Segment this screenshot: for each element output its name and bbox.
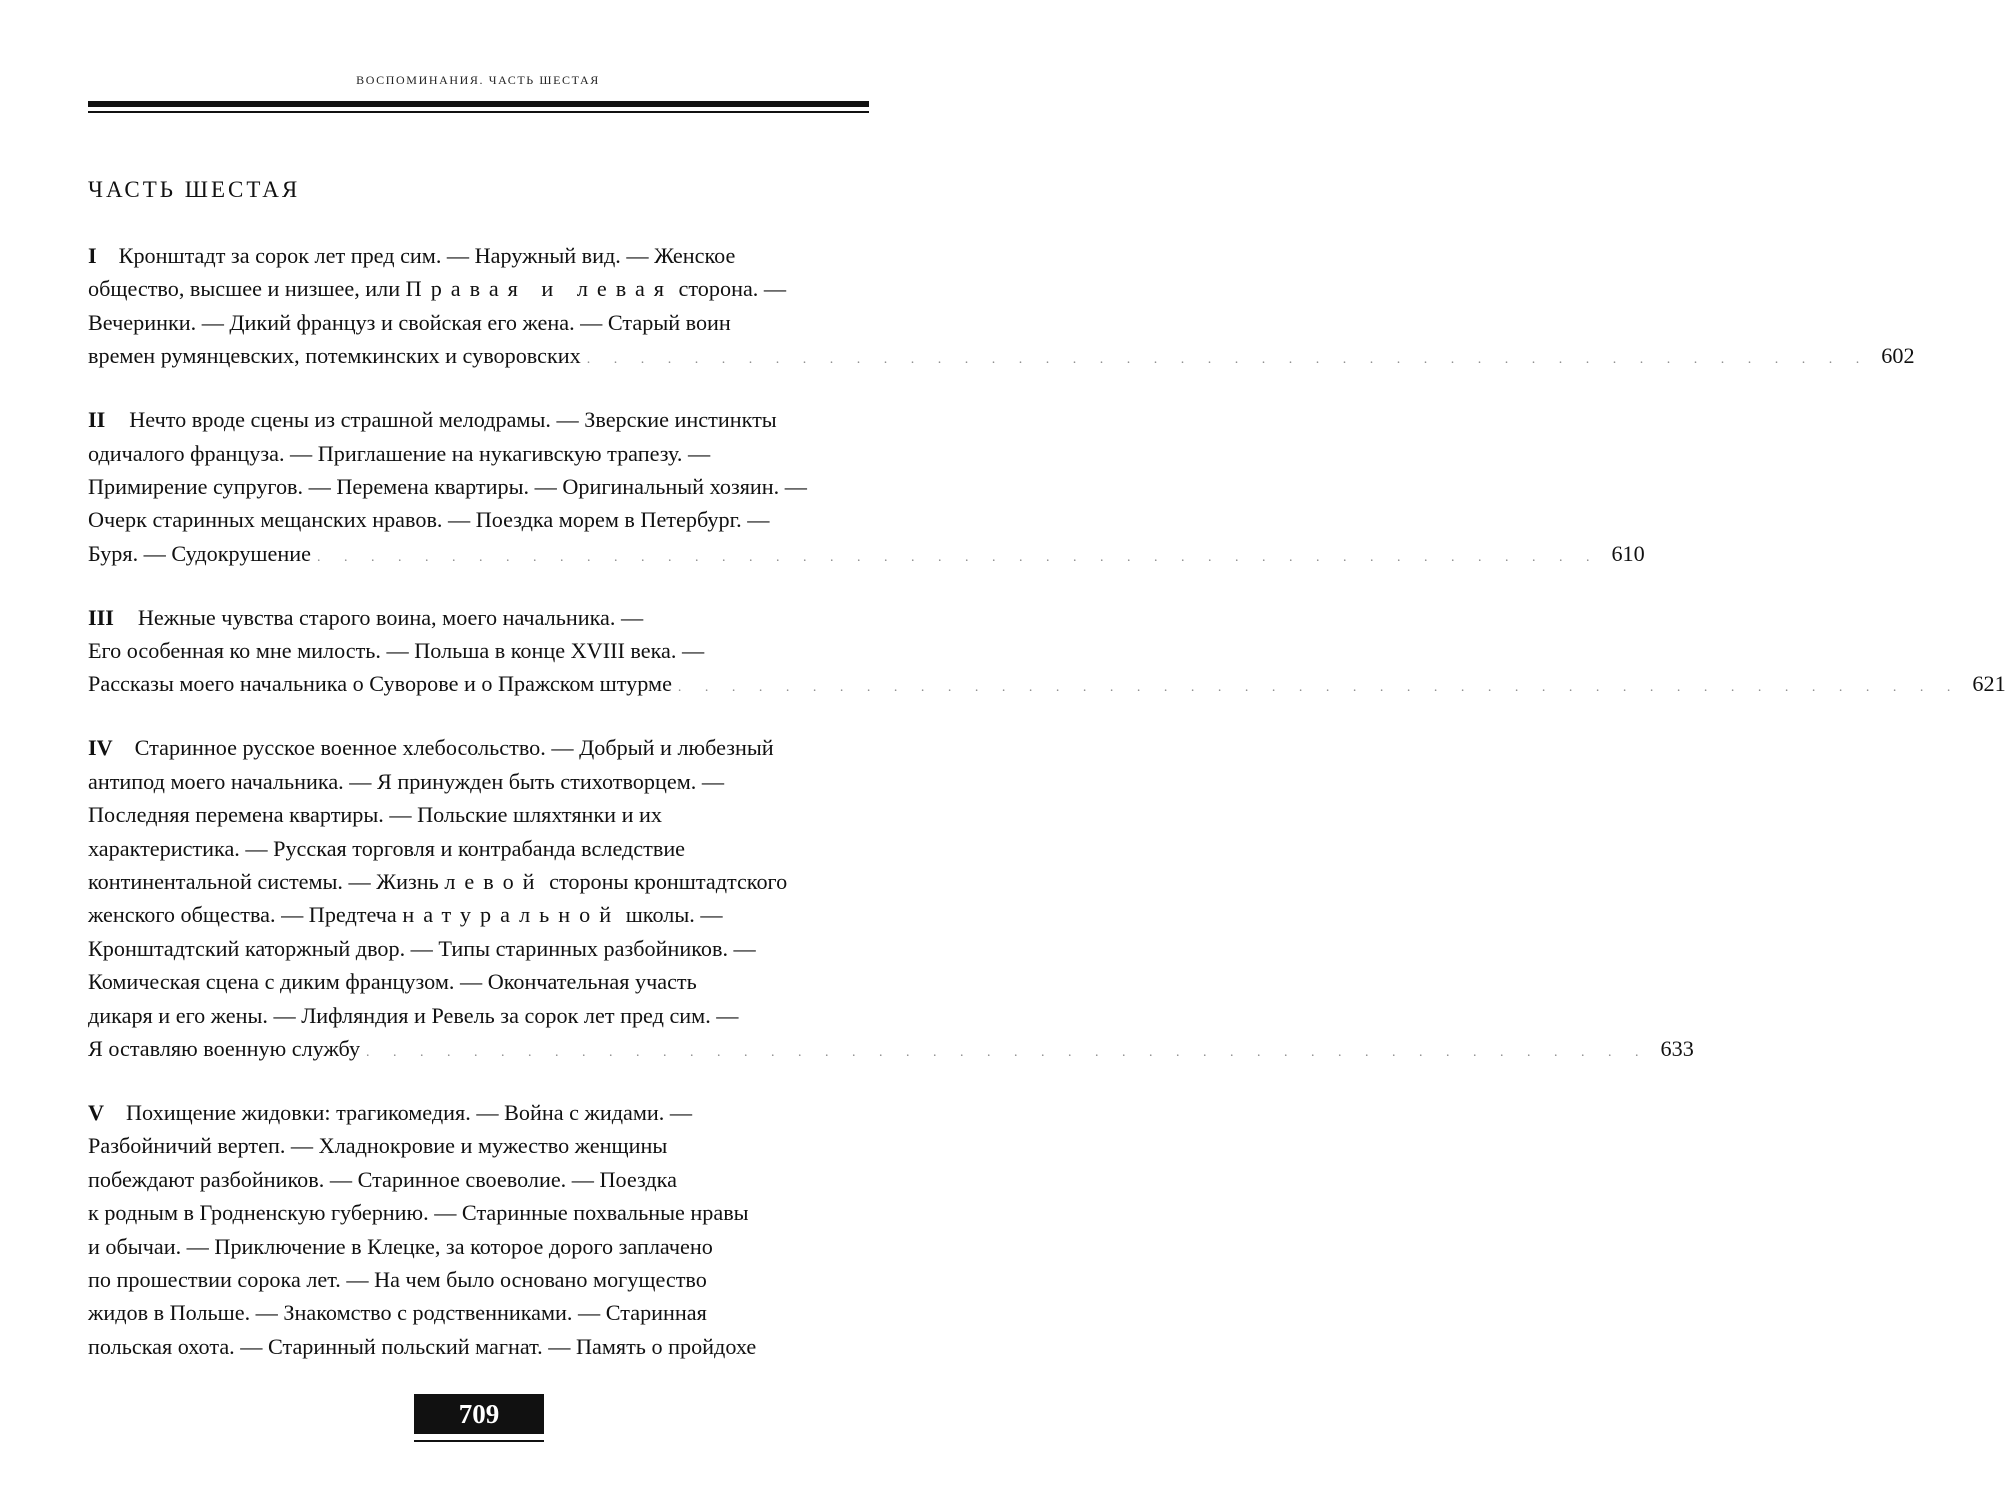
dot-leader: . . . . . . . . . . . . . . . . . . . . . . . . . . . . . . . . . . . . . . . . . . . . . . . . [366, 1044, 1649, 1060]
toc-text: времен румянцевских, потемкинских и суворовских [88, 343, 581, 369]
chapter-numeral: I [88, 243, 97, 268]
toc-line [88, 437, 869, 470]
toc-text: жидов в Польше. — Знакомство с родственниками. — Старинная [88, 1300, 707, 1326]
toc-line [88, 239, 869, 272]
header-rule-thin [88, 111, 869, 113]
chapter-numeral: IV [88, 735, 113, 761]
running-head: ВОСПОМИНАНИЯ. ЧАСТЬ ШЕСТАЯ [356, 73, 600, 87]
toc-text: Нежные чувства старого воина, моего начальника. — [137, 604, 644, 630]
toc-line-with-page [88, 339, 1915, 372]
toc-line [88, 1230, 869, 1263]
toc-text: Буря. — Судокрушение [88, 540, 311, 566]
toc-line [88, 634, 869, 667]
toc-text: Его особенная ко мне милость. — Польша в конце XVIII века. — [88, 638, 705, 664]
spaced-emphasis: левой [444, 869, 544, 895]
toc-line [88, 403, 869, 436]
toc-text: одичалого француза. — Приглашение на нукагивскую трапезу. — [88, 440, 711, 466]
toc-entry [88, 1096, 869, 1363]
toc-text: по прошествии сорока лет. — На чем было основано могущество [88, 1266, 707, 1292]
toc-line [88, 1163, 869, 1196]
page-number: 709 [414, 1394, 544, 1434]
toc-line [88, 1330, 869, 1363]
toc-line [88, 601, 869, 634]
toc-page-number: 602 [1881, 343, 1915, 369]
toc-line [88, 306, 869, 339]
toc-line [88, 832, 869, 865]
part-title: ЧАСТЬ ШЕСТАЯ [88, 177, 301, 202]
toc-text: Разбойничий вертеп. — Хладнокровие и мужество женщины [88, 1133, 668, 1159]
dot-leader: . . . . . . . . . . . . . . . . . . . . . . . . . . . . . . . . . . . . . . . . . . . . . . . . [316, 549, 1600, 565]
toc-line-with-page [88, 1032, 1694, 1065]
toc-line [88, 898, 869, 931]
dot-leader: . . . . . . . . . . . . . . . . . . . . . . . . . . . . . . . . . . . . . . . . . . . . . . . . [677, 680, 1961, 696]
toc-text: сторона. — [673, 276, 787, 302]
toc-line [88, 765, 869, 798]
toc-line [88, 798, 869, 831]
toc-text: Кронштадт за сорок лет пред сим. — Наружный вид. — Женское [118, 243, 736, 268]
toc-text: общество, высшее и низшее, или [88, 276, 406, 302]
toc-page-number: 633 [1660, 1035, 1694, 1061]
toc-line-with-page [88, 667, 2006, 700]
table-of-contents [88, 239, 2006, 1363]
spaced-emphasis: натуральной [402, 902, 621, 928]
spaced-emphasis: Правая и левая [405, 276, 673, 302]
toc-line-with-page [88, 537, 1645, 570]
toc-page-number: 621 [1972, 671, 2006, 697]
toc-text: и обычаи. — Приключение в Клецке, за которое дорого заплачено [88, 1233, 713, 1259]
toc-line [88, 272, 869, 305]
toc-line [88, 1096, 869, 1129]
toc-entry [88, 239, 1915, 373]
toc-page-number: 610 [1611, 540, 1645, 566]
toc-line [88, 999, 869, 1032]
toc-text: Я оставляю военную службу [88, 1035, 361, 1061]
toc-line [88, 731, 869, 764]
chapter-numeral: II [88, 407, 106, 433]
chapter-numeral: V [88, 1099, 105, 1125]
toc-line [88, 503, 869, 536]
toc-text: Кронштадтский каторжный двор. — Типы старинных разбойников. — [88, 935, 756, 961]
toc-text: дикаря и его жены. — Лифляндия и Ревель за сорок лет пред сим. — [88, 1002, 739, 1028]
dot-leader: . . . . . . . . . . . . . . . . . . . . . . . . . . . . . . . . . . . . . . . . . . . . . . . . [586, 352, 1870, 368]
toc-line [88, 1263, 869, 1296]
toc-text: Примирение супругов. — Перемена квартиры. — Оригинальный хозяин. — [88, 473, 807, 499]
toc-text: Старинное русское военное хлебосольство. — Добрый и любезный [134, 735, 774, 761]
toc-text: Последняя перемена квартиры. — Польские шляхтянки и их [88, 802, 662, 828]
toc-text: побеждают разбойников. — Старинное своеволие. — Поездка [88, 1166, 677, 1192]
toc-line [88, 865, 869, 898]
toc-entry [88, 403, 1645, 570]
toc-entry [88, 731, 1694, 1065]
toc-text: женского общества. — Предтеча [88, 902, 403, 928]
toc-line [88, 470, 869, 503]
toc-text: Очерк старинных мещанских нравов. — Поездка морем в Петербург. — [88, 507, 770, 533]
toc-line [88, 1129, 869, 1162]
page-number-rule [414, 1440, 544, 1442]
toc-text: школы. — [620, 902, 723, 928]
toc-text: антипод моего начальника. — Я принужден быть стихотворцем. — [88, 768, 725, 794]
toc-text: Нечто вроде сцены из страшной мелодрамы. — Зверские инстинкты [129, 407, 777, 433]
toc-text: стороны кронштадтского [543, 869, 788, 895]
toc-text: характеристика. — Русская торговля и контрабанда вследствие [88, 835, 686, 861]
chapter-numeral: III [88, 604, 114, 630]
toc-text: континентальной системы. — Жизнь [88, 869, 445, 895]
toc-text: Рассказы моего начальника о Суворове и о Пражском штурме [88, 671, 672, 697]
header-rule-thick [88, 101, 869, 107]
toc-text: Похищение жидовки: трагикомедия. — Война с жидами. — [126, 1099, 693, 1125]
toc-text: Комическая сцена с диким французом. — Окончательная участь [88, 969, 697, 995]
toc-text: к родным в Гродненскую губернию. — Старинные похвальные нравы [88, 1200, 749, 1226]
toc-text: Вечеринки. — Дикий француз и свойская его жена. — Старый воин [88, 309, 731, 335]
toc-line [88, 1296, 869, 1329]
toc-line [88, 965, 869, 998]
toc-line [88, 1196, 869, 1229]
toc-text: польская охота. — Старинный польский магнат. — Память о пройдохе [88, 1333, 757, 1359]
toc-entry [88, 601, 2006, 701]
toc-line [88, 932, 869, 965]
